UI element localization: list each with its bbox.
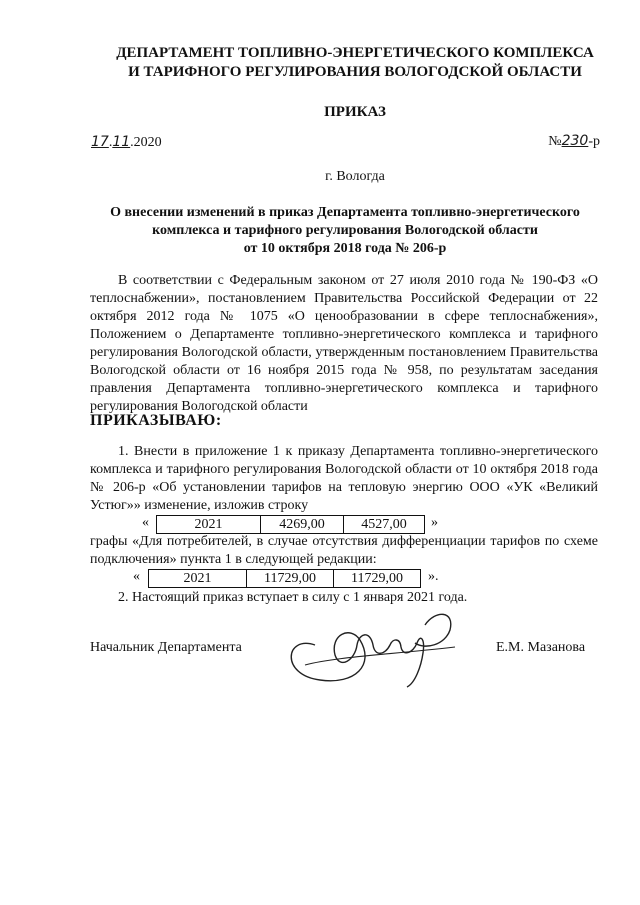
date-separator: .: [108, 135, 113, 150]
table-cell-value2: 11729,00: [333, 569, 421, 588]
document-subject: [80, 204, 610, 258]
close-quote: »: [431, 515, 438, 530]
subject-line3: от 10 октября 2018 года № 206-р: [243, 241, 447, 256]
order-word: ПРИКАЗЫВАЮ:: [90, 412, 222, 429]
document-number: [548, 133, 600, 150]
org-name-line1: ДЕПАРТАМЕНТ ТОПЛИВНО-ЭНЕРГЕТИЧЕСКОГО КОМПЛЕКСА: [116, 45, 594, 61]
close-quote: ».: [428, 569, 439, 584]
table-cell-value2: 4527,00: [343, 515, 425, 534]
item2-paragraph: 2. Настоящий приказ вступает в силу с 1 января 2021 года.: [118, 590, 468, 605]
org-name-line2: И ТАРИФНОГО РЕГУЛИРОВАНИЯ ВОЛОГОДСКОЙ ОБЛАСТИ: [128, 64, 582, 80]
table-cell-value1: 4269,00: [260, 515, 344, 534]
open-quote: «: [142, 515, 149, 530]
subject-line2: комплекса и тарифного регулирования Вологодской области: [152, 223, 538, 238]
item1-continuation: графы «Для потребителей, в случае отсутствия дифференциации тарифов по схеме подключения» пункта 1 в следующей редакции:: [90, 534, 598, 567]
signer-name: Е.М. Мазанова: [496, 640, 586, 655]
date-month: 11: [112, 134, 131, 150]
number-value: 230: [561, 133, 589, 149]
table-cell-value1: 11729,00: [246, 569, 334, 588]
preamble-paragraph: В соответствии с Федеральным законом от 27 июля 2010 года № 190-ФЗ «О теплоснабжении», постановлением Правительства Российской Федерации от 22 октября 2012 года № 1075 «О ценообразовании в сфере теплоснабжения», Положением о Департаменте топливно-энергетического комплекса и тарифного регулирования Вологодской области, утвержденным постановлением Правительства Вологодской области от 16 ноября 2015 года № 958, по результатам заседания правления Департамента топливно-энергетического комплекса и тарифного регулирования Вологодской области: [90, 273, 598, 414]
number-suffix: -р: [588, 134, 600, 149]
item1-paragraph: 1. Внести в приложение 1 к приказу Департамента топливно-энергетического комплекса и тарифного регулирования Вологодской области от 10 октября 2018 года № 206-р «Об установлении тарифов на тепловую энергию ООО «УК «Великий Устюг»» изменение, изложив строку: [90, 444, 598, 513]
handwritten-signature: [275, 605, 475, 695]
document-date: [91, 134, 162, 151]
date-day: 17: [91, 134, 109, 150]
city: г. Вологда: [325, 169, 385, 184]
number-prefix: №: [548, 134, 562, 149]
date-year: .2020: [130, 135, 162, 150]
subject-line1: О внесении изменений в приказ Департамента топливно-энергетического: [110, 205, 580, 220]
table-cell-year: 2021: [156, 515, 261, 534]
signer-position: Начальник Департамента: [90, 640, 242, 655]
document-type: ПРИКАЗ: [324, 104, 386, 120]
open-quote: «: [133, 569, 140, 584]
table-cell-year: 2021: [148, 569, 247, 588]
